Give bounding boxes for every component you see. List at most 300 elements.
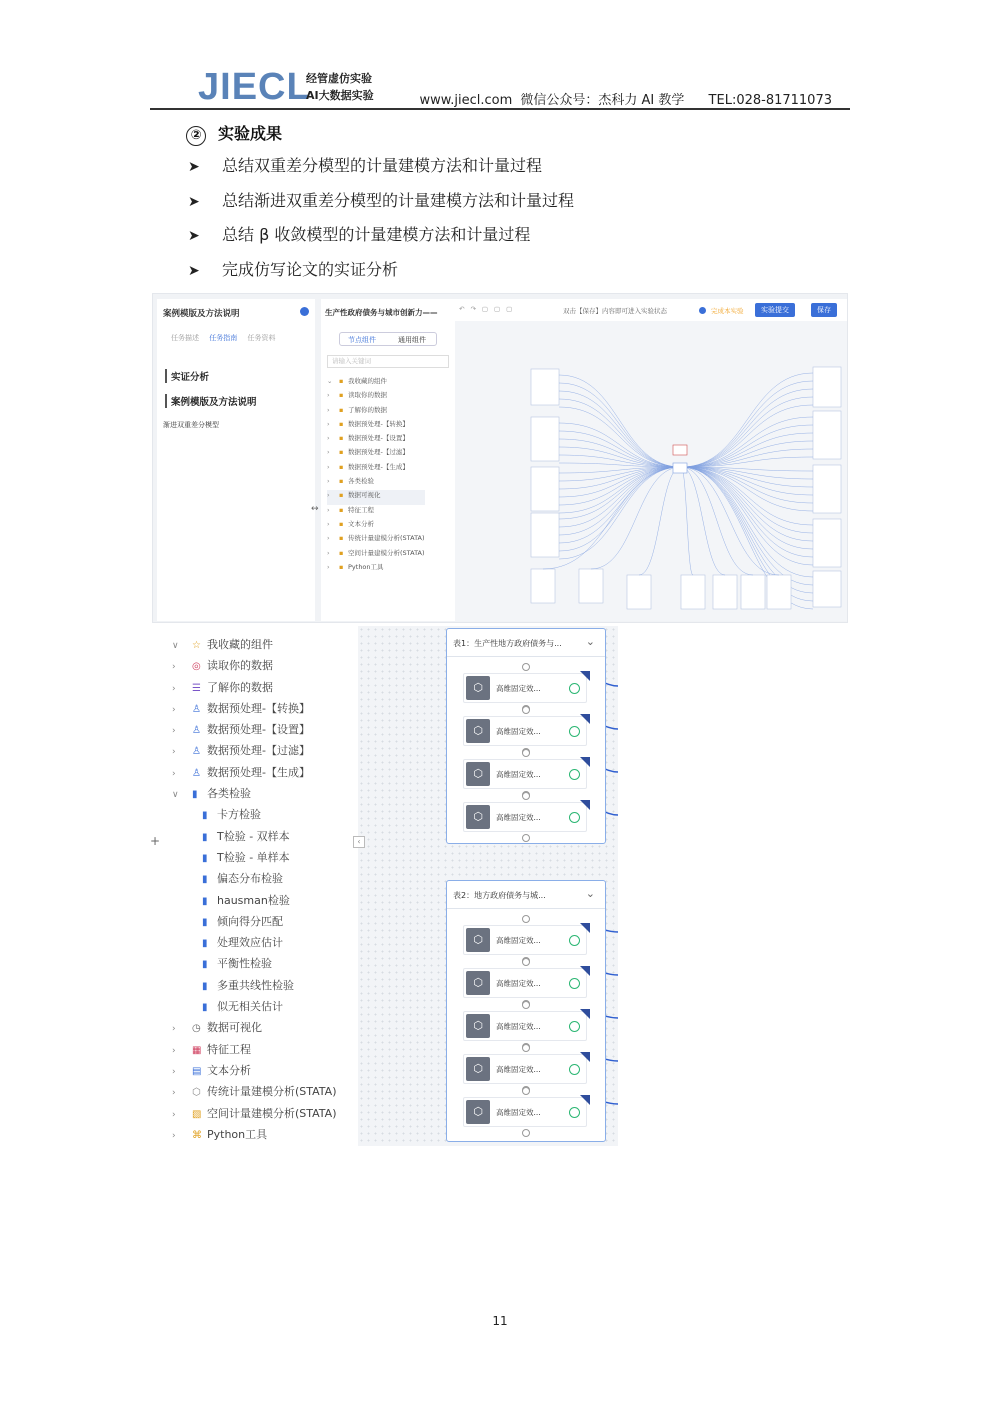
corner-flag-icon [580, 1095, 590, 1105]
tree-item-label: 数据可视化 [348, 491, 381, 500]
fixed-effects-node[interactable] [463, 759, 587, 789]
component-icon: ▪ [339, 477, 344, 486]
hierarchy-icon: ♙ [192, 767, 201, 779]
component-icon: ▪ [339, 448, 344, 457]
tree-item[interactable] [172, 655, 337, 676]
cube-icon: ⬡ [466, 762, 490, 786]
input-port[interactable] [522, 1087, 530, 1095]
tree-item-label: 卡方检验 [217, 808, 261, 822]
tree-subitem[interactable] [172, 826, 337, 847]
chevron-down-icon[interactable]: ∨ [172, 641, 179, 651]
list-item [188, 256, 574, 291]
hierarchy-icon: ♙ [192, 746, 201, 758]
tree-subitem[interactable] [172, 911, 337, 932]
component-icon: ▪ [339, 534, 344, 543]
workflow-node[interactable] [627, 575, 651, 609]
project-title: 生产性政府债务与城市创新力—— [325, 308, 438, 317]
header-contact [416, 89, 832, 108]
tree-item-label: 数据预处理-【过滤】 [207, 744, 310, 758]
workflow-edge [559, 383, 681, 467]
bar-chart-icon: ▮ [202, 874, 208, 886]
tree-item[interactable] [172, 783, 337, 804]
workflow-edge [681, 467, 779, 575]
tree-item-label: 各类检验 [348, 477, 374, 486]
tree-item-label: 倾向得分匹配 [217, 914, 283, 928]
tree-item-label: T检验 - 双样本 [217, 829, 290, 843]
fixed-effects-node[interactable] [463, 1054, 587, 1084]
workflow-edge [543, 467, 681, 569]
chevron-right-icon[interactable]: › [327, 534, 330, 543]
workflow-canvas-zoomed[interactable] [358, 626, 618, 1146]
tree-item-label: 文本分析 [207, 1063, 251, 1077]
chevron-right-icon[interactable]: › [327, 462, 330, 471]
chevron-right-icon[interactable]: › [327, 562, 330, 571]
bar-chart-icon: ▮ [202, 938, 208, 950]
tree-item[interactable] [172, 634, 337, 655]
workflow-edge [681, 467, 813, 577]
grid-icon: ▦ [192, 1044, 202, 1056]
chevron-right-icon[interactable]: › [172, 1109, 176, 1120]
tree-item-label: 平衡性检验 [217, 957, 272, 971]
workflow-node[interactable] [813, 571, 841, 607]
tree-item-label: 空间计量建模分析(STATA) [348, 548, 425, 557]
tree-item[interactable] [327, 519, 425, 533]
workflow-node[interactable] [673, 463, 687, 473]
chevron-right-icon[interactable]: › [172, 1066, 176, 1077]
tree-item-label: 特征工程 [207, 1042, 251, 1056]
workflow-canvas[interactable] [455, 299, 847, 621]
list-item-text: 总结双重差分模型的计量建模方法和计量过程 [222, 156, 543, 175]
help-icon[interactable] [300, 307, 309, 316]
component-icon: ▪ [339, 491, 344, 500]
workflow-overview-screenshot [152, 293, 848, 623]
tree-item[interactable] [327, 476, 425, 490]
tree-item-label: 各类检验 [207, 787, 251, 801]
corner-flag-icon [580, 800, 590, 810]
chevron-right-icon[interactable]: › [327, 505, 330, 514]
workflow-edge [681, 389, 813, 467]
node-label: 高维固定效... [496, 770, 541, 779]
hierarchy-icon: ♙ [192, 725, 201, 737]
component-tree [327, 376, 425, 576]
chevron-right-icon[interactable]: › [172, 1024, 176, 1035]
workflow-edge [559, 407, 681, 467]
tree-item-label: hausman检验 [217, 893, 290, 907]
workflow-edge [681, 467, 813, 557]
cube-icon: ⬡ [466, 805, 490, 829]
output-port[interactable] [522, 834, 530, 842]
node-label: 高维固定效... [496, 684, 541, 693]
toolbar-hint: 双击【保存】内容即可进入实验状态 [563, 307, 667, 315]
tree-item-label: T检验 - 单样本 [217, 850, 290, 864]
tree-item-label: Python工具 [348, 562, 384, 571]
tree-subitem[interactable] [172, 847, 337, 868]
check-circle-icon [569, 978, 580, 989]
tree-subitem[interactable] [172, 953, 337, 974]
workflow-node[interactable] [531, 369, 559, 405]
chevron-right-icon[interactable]: › [172, 1130, 176, 1141]
workflow-edge [681, 467, 693, 575]
chevron-right-icon[interactable]: › [327, 448, 330, 457]
collapse-panel-icon[interactable]: ‹ [353, 836, 365, 848]
tree-item[interactable] [172, 1103, 337, 1124]
input-port[interactable] [522, 1044, 530, 1052]
chevron-right-icon[interactable]: › [327, 419, 330, 428]
workflow-node[interactable] [531, 569, 555, 603]
page-number: 11 [492, 1314, 508, 1328]
section-number: ② [186, 126, 206, 146]
chevron-right-icon[interactable]: › [327, 491, 330, 500]
bar-chart-icon: ▮ [202, 1002, 208, 1014]
tree-item[interactable] [327, 376, 425, 390]
list-item-text: 完成仿写论文的实证分析 [222, 259, 399, 279]
component-panel [321, 299, 455, 621]
component-list-panel [150, 626, 358, 1146]
tree-item[interactable] [327, 548, 425, 562]
toolbar-icons[interactable]: ↶↷▢▢▢ [459, 305, 519, 313]
output-port[interactable] [522, 1129, 530, 1137]
tree-item-label: 数据可视化 [207, 1021, 262, 1035]
input-port[interactable] [522, 1001, 530, 1009]
chevron-right-icon[interactable]: › [172, 1088, 176, 1099]
node-label: 高维固定效... [496, 936, 541, 945]
logo-subtitle-line1: 经管虚仿实验 [306, 72, 372, 85]
chevron-right-icon[interactable]: › [172, 726, 176, 737]
list-item-text: 总结渐进双重差分模型的计量建模方法和计量过程 [222, 190, 575, 210]
fixed-effects-node[interactable] [463, 968, 587, 998]
workflow-node[interactable] [531, 513, 559, 557]
heading-staggered-did: 渐进双重差分模型 [163, 421, 219, 429]
chevron-right-icon[interactable]: › [172, 704, 176, 715]
input-port[interactable] [522, 792, 530, 800]
tab-description[interactable]: 任务描述 [171, 334, 199, 342]
map-icon: ▧ [192, 1108, 202, 1120]
workflow-edge [559, 467, 681, 497]
database-icon: ◎ [192, 661, 201, 673]
chevron-right-icon[interactable]: › [327, 477, 330, 486]
case-tabs [171, 333, 283, 343]
list-item [188, 187, 574, 222]
tree-subitem[interactable] [172, 932, 337, 953]
fixed-effects-node[interactable] [463, 673, 587, 703]
workflow-edge [559, 423, 681, 467]
cube-icon: ⬡ [466, 1014, 490, 1038]
component-icon: ▪ [339, 391, 344, 400]
cube-icon: ⬡ [466, 1057, 490, 1081]
node-label: 高维固定效... [496, 727, 541, 736]
save-button[interactable]: 保存 [811, 303, 837, 317]
workflow-edge [559, 467, 681, 527]
python-icon: ⌘ [192, 1129, 202, 1141]
heading-case-template: 案例模版及方法说明 [165, 394, 257, 408]
workflow-node[interactable] [531, 467, 559, 511]
chevron-down-icon[interactable]: ⌄ [585, 635, 595, 648]
logo-subtitle [306, 70, 374, 104]
corner-flag-icon [580, 671, 590, 681]
check-circle-icon [569, 726, 580, 737]
tree-item[interactable] [172, 1039, 337, 1060]
group-title: 表1：生产性地方政府债务与... [453, 639, 562, 648]
check-circle-icon [569, 1107, 580, 1118]
tree-item[interactable] [172, 762, 337, 783]
tree-subitem[interactable] [172, 868, 337, 889]
workflow-node[interactable] [531, 417, 559, 461]
cube-icon: ⬡ [466, 971, 490, 995]
fixed-effects-node[interactable] [463, 1011, 587, 1041]
tree-item-label: 空间计量建模分析(STATA) [207, 1106, 337, 1120]
telephone: TEL:028-81711073 [708, 93, 832, 108]
tree-item[interactable] [172, 1081, 337, 1102]
workflow-edge [559, 467, 681, 551]
corner-flag-icon [580, 757, 590, 767]
tree-item-label: 数据预处理-【生成】 [348, 462, 409, 471]
case-panel [157, 299, 315, 621]
node-label: 高维固定效... [496, 813, 541, 822]
workflow-node[interactable] [813, 411, 841, 459]
node-label: 高维固定效... [496, 1108, 541, 1117]
chevron-right-icon[interactable]: › [327, 519, 330, 528]
component-detail-screenshot [150, 626, 618, 1146]
input-port[interactable] [522, 663, 530, 671]
corner-flag-icon [580, 966, 590, 976]
cube-icon: ⬡ [466, 928, 490, 952]
workflow-edge [681, 467, 813, 549]
wechat: 微信公众号：杰科力 AI 教学 [520, 93, 685, 108]
tree-item-label: 读取你的数据 [348, 391, 387, 400]
tree-item-label: 处理效应估计 [217, 936, 283, 950]
tree-item[interactable] [172, 1060, 337, 1081]
workflow-edge [681, 467, 813, 511]
tree-item-label: 似无相关估计 [217, 1000, 283, 1014]
tree-item-label: 文本分析 [348, 519, 374, 528]
tree-item[interactable] [327, 462, 425, 476]
input-port[interactable] [522, 958, 530, 966]
list-item [188, 152, 574, 187]
check-circle-icon [569, 769, 580, 780]
chevron-right-icon[interactable]: › [327, 434, 330, 443]
tree-item-label: 数据预处理-【设置】 [348, 434, 409, 443]
workflow-edge [559, 467, 681, 559]
cube-icon: ⬡ [192, 1087, 201, 1099]
inspect-icon: ☰ [192, 682, 201, 694]
toolbar-tip[interactable]: 完成本实验 [711, 307, 744, 315]
check-circle-icon [569, 1021, 580, 1032]
component-icon: ▪ [339, 405, 344, 414]
tree-subitem[interactable] [172, 890, 337, 911]
node-label: 高维固定效... [496, 1065, 541, 1074]
tree-item-label: 特征工程 [348, 505, 374, 514]
input-port[interactable] [522, 706, 530, 714]
tree-subitem[interactable] [172, 804, 337, 825]
component-toggle [339, 332, 437, 346]
chevron-right-icon[interactable]: ⌄ [327, 377, 333, 385]
chevron-right-icon[interactable]: › [327, 405, 330, 414]
workflow-node[interactable] [713, 575, 737, 609]
tree-item-label: 多重共线性检验 [217, 978, 294, 992]
tree-item[interactable] [327, 533, 425, 547]
toggle-node-components[interactable]: 节点组件 [348, 336, 376, 344]
chevron-right-icon[interactable]: › [327, 548, 330, 557]
workflow-node[interactable] [681, 575, 705, 609]
tree-item-label: 我收藏的组件 [207, 638, 273, 651]
workflow-edge [681, 467, 725, 575]
workflow-edge [681, 373, 813, 467]
toggle-common-components[interactable]: 通用组件 [398, 336, 426, 344]
workflow-edge [681, 467, 813, 503]
component-icon: ▪ [339, 377, 344, 385]
bar-chart-icon: ▮ [202, 959, 208, 971]
workflow-node[interactable] [579, 569, 603, 603]
tree-item[interactable] [327, 562, 425, 576]
tree-item[interactable] [327, 419, 425, 433]
workflow-edge [681, 425, 813, 467]
workflow-node[interactable] [673, 445, 687, 455]
tab-materials[interactable]: 任务资料 [247, 334, 276, 342]
workflow-edge [559, 467, 681, 543]
input-port[interactable] [522, 749, 530, 757]
bar-chart-icon: ▮ [202, 852, 208, 864]
tree-subitem[interactable] [172, 996, 337, 1017]
workflow-node[interactable] [741, 575, 765, 609]
section-title [186, 121, 282, 146]
table1-group[interactable] [446, 628, 606, 844]
component-search-input[interactable]: 请输入关键词 [327, 355, 449, 368]
canvas-toolbar [455, 299, 847, 321]
arrow-bullet-icon: ➤ [188, 228, 200, 244]
corner-flag-icon [580, 1009, 590, 1019]
tree-item-label: 数据预处理-【过滤】 [348, 448, 409, 457]
chevron-right-icon[interactable]: › [172, 662, 176, 673]
chevron-right-icon[interactable]: › [172, 768, 176, 779]
fixed-effects-node[interactable] [463, 802, 587, 832]
component-icon: ▪ [339, 462, 344, 471]
star-icon: ☆ [192, 640, 201, 651]
input-port[interactable] [522, 915, 530, 923]
tree-item[interactable] [172, 740, 337, 761]
chevron-right-icon[interactable]: › [172, 683, 176, 694]
workflow-graph [455, 299, 847, 621]
tree-item[interactable] [327, 490, 425, 504]
bar-chart-icon: ▮ [202, 916, 208, 928]
tree-item[interactable] [172, 698, 337, 719]
workflow-edge [681, 467, 813, 585]
bar-chart-icon: ▮ [202, 980, 208, 992]
tree-item-label: 读取你的数据 [207, 659, 273, 673]
check-circle-icon [569, 935, 580, 946]
clock-icon: ◷ [192, 1023, 201, 1035]
component-icon: ▪ [339, 419, 344, 428]
corner-flag-icon [580, 714, 590, 724]
text-icon: ▤ [192, 1065, 202, 1077]
tree-item[interactable] [327, 433, 425, 447]
workflow-node[interactable] [767, 575, 791, 609]
logo-subtitle-line2: AI大数据实验 [306, 89, 374, 102]
section-title-text: 实验成果 [218, 124, 283, 143]
status-dot-icon [699, 307, 706, 314]
chevron-down-icon[interactable]: ⌄ [585, 887, 595, 900]
node-label: 高维固定效... [496, 979, 541, 988]
bar-chart-icon: ▮ [202, 810, 208, 822]
group-title: 表2：地方政府债务与城... [453, 891, 546, 900]
component-icon: ▪ [339, 434, 344, 443]
chevron-right-icon[interactable]: › [327, 391, 330, 400]
tree-item-label: 传统计量建模分析(STATA) [207, 1085, 337, 1099]
list-item [188, 221, 574, 256]
workflow-edge [681, 467, 813, 565]
tree-item[interactable] [172, 1124, 337, 1145]
corner-flag-icon [580, 923, 590, 933]
workflow-edge [639, 467, 681, 575]
tree-item-label: 我收藏的组件 [348, 377, 387, 385]
bar-chart-icon: ▮ [202, 895, 208, 907]
workflow-edge [559, 439, 681, 467]
website: www.jiecl.com [419, 93, 513, 108]
arrow-bullet-icon: ➤ [188, 159, 200, 175]
tree-subitem[interactable] [172, 975, 337, 996]
hierarchy-icon: ♙ [192, 703, 201, 715]
tree-item[interactable] [327, 405, 425, 419]
tree-item-label: 偏态分布检验 [217, 872, 283, 886]
tree-item-label: 数据预处理-【转换】 [207, 701, 310, 715]
tree-item[interactable] [172, 719, 337, 740]
workflow-edge [681, 397, 813, 467]
corner-flag-icon [580, 1052, 590, 1062]
arrow-bullet-icon: ➤ [188, 262, 200, 279]
tree-item-label: 了解你的数据 [348, 405, 387, 414]
tree-item-label: Python工具 [207, 1127, 268, 1141]
tree-item[interactable] [327, 390, 425, 404]
submit-button[interactable]: 实验提交 [755, 303, 795, 317]
tree-item-label: 数据预处理-【转换】 [348, 419, 409, 428]
arrow-bullet-icon: ➤ [188, 193, 200, 210]
fixed-effects-node[interactable] [463, 1097, 587, 1127]
component-icon: ▪ [339, 548, 344, 557]
check-circle-icon [569, 683, 580, 694]
chevron-right-icon[interactable]: › [172, 747, 176, 758]
check-circle-icon [569, 1064, 580, 1075]
cube-icon: ⬡ [466, 719, 490, 743]
table2-group[interactable] [446, 880, 606, 1142]
cube-icon: ⬡ [466, 1100, 490, 1124]
chevron-right-icon[interactable]: › [172, 1045, 176, 1056]
workflow-node[interactable] [813, 367, 841, 407]
tree-item[interactable] [172, 677, 337, 698]
component-icon: ▪ [339, 562, 344, 571]
tree-item[interactable] [327, 447, 425, 461]
case-panel-title: 案例模版及方法说明 [163, 309, 240, 319]
tab-guide[interactable]: 任务指南 [209, 334, 238, 342]
workflow-edge [559, 431, 681, 467]
check-circle-icon [569, 812, 580, 823]
tree-item-label: 数据预处理-【生成】 [207, 765, 310, 779]
resize-handle-icon[interactable]: + [150, 834, 161, 848]
heading-empirical: 实证分析 [165, 369, 209, 383]
fixed-effects-node[interactable] [463, 925, 587, 955]
tree-item[interactable] [327, 505, 425, 519]
bar-chart-icon: ▮ [192, 789, 198, 801]
cube-icon: ⬡ [466, 676, 490, 700]
workflow-edge [681, 441, 813, 467]
group-header [447, 629, 605, 657]
node-label: 高维固定效... [496, 1022, 541, 1031]
fixed-effects-node[interactable] [463, 716, 587, 746]
workflow-node[interactable] [813, 465, 841, 513]
resize-handle-icon[interactable]: ↔ [311, 504, 319, 514]
chevron-down-icon[interactable]: ∨ [172, 790, 179, 801]
tree-item[interactable] [172, 1017, 337, 1038]
workflow-node[interactable] [813, 519, 841, 567]
group-header [447, 881, 605, 909]
